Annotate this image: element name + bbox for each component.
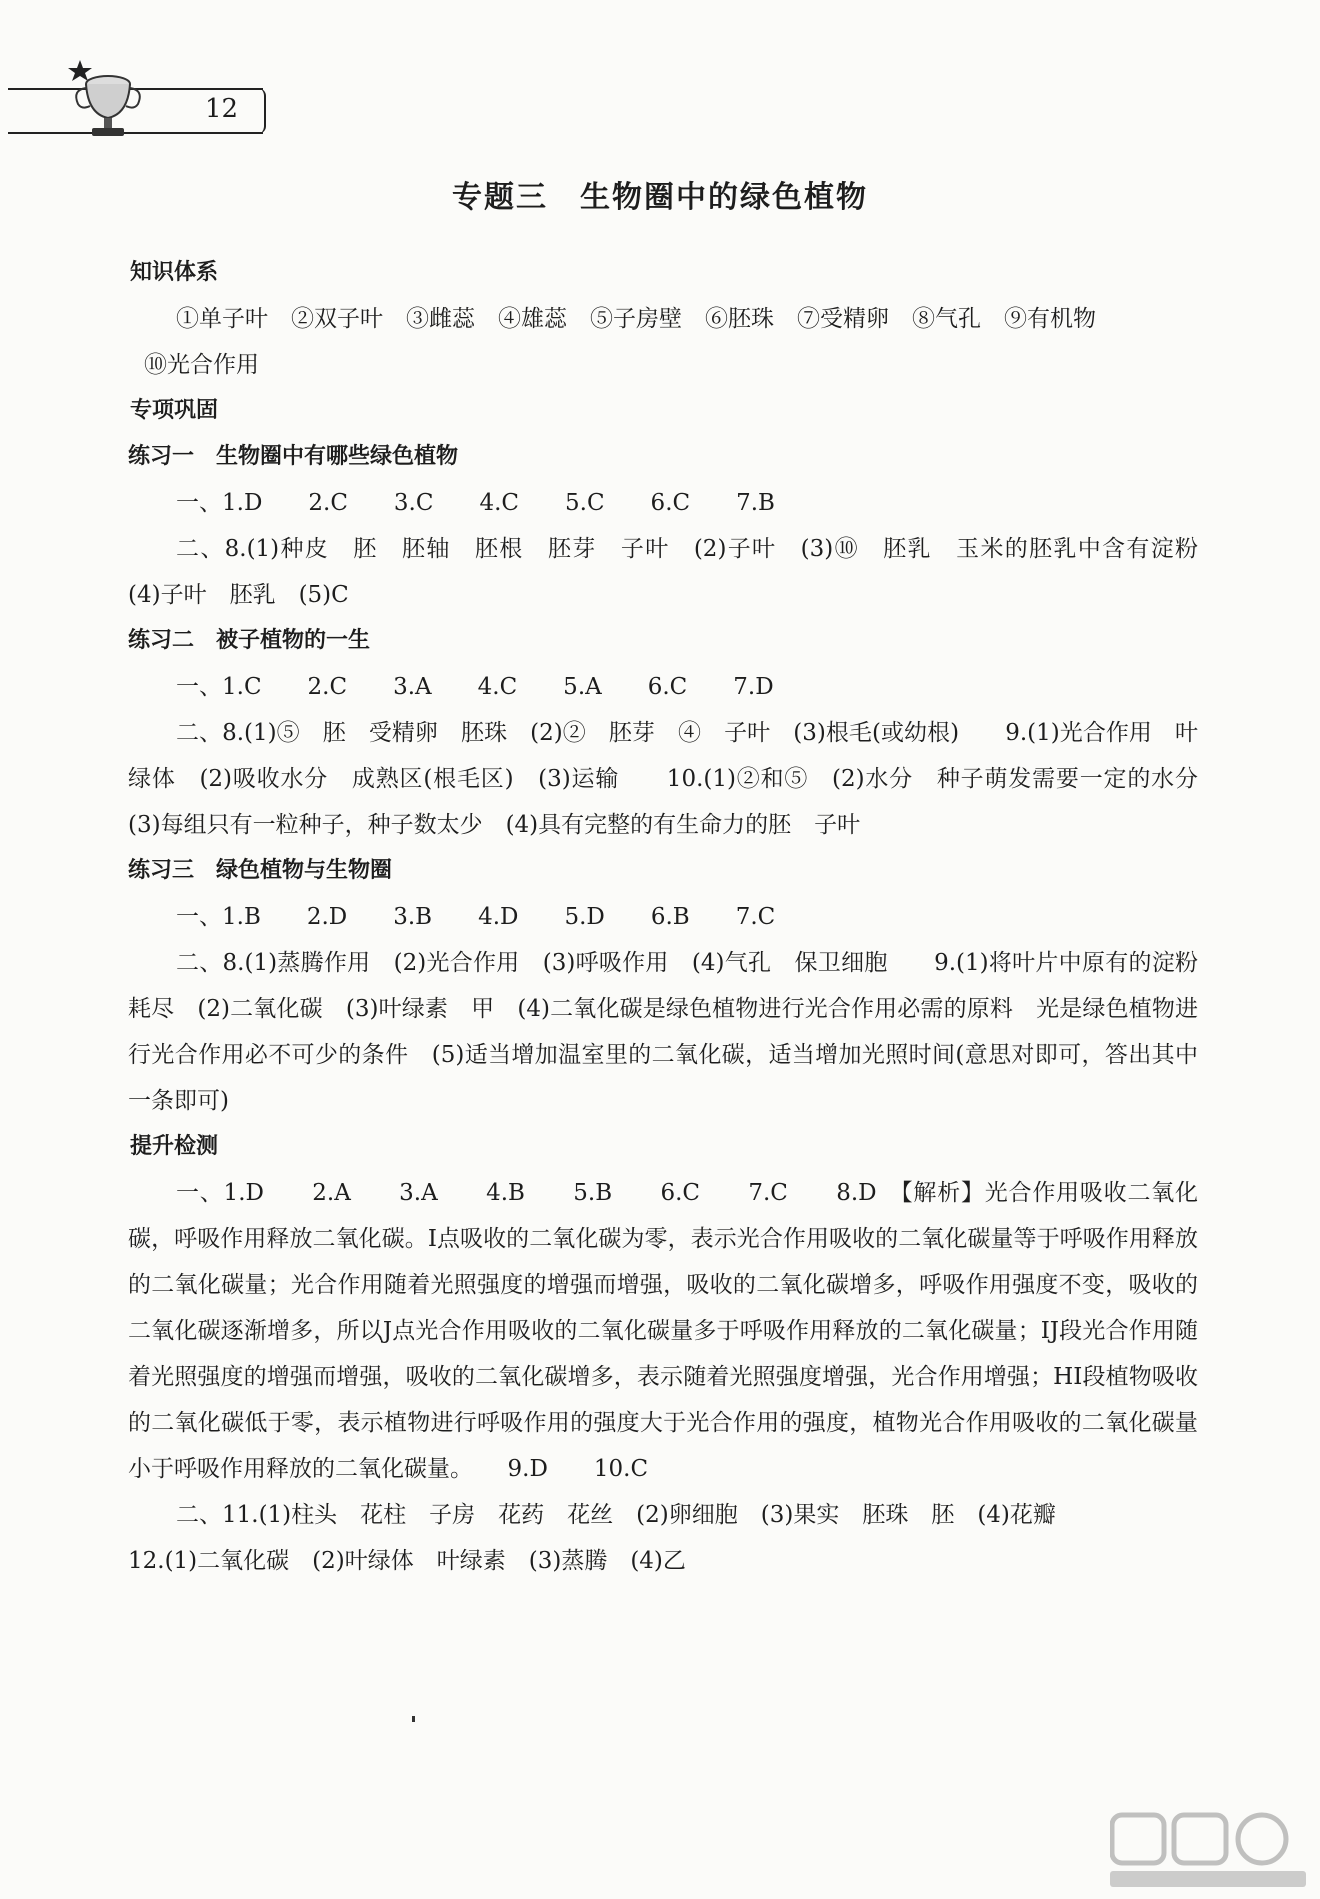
- page-number: 12: [205, 94, 239, 124]
- exercise-2-choice: 一、1.C 2.C 3.A 4.C 5.A 6.C 7.D: [176, 674, 774, 700]
- exercise-1-title: 练习一 生物圈中有哪些绿色植物: [128, 444, 459, 469]
- header-tab: [258, 88, 266, 134]
- trophy-icon: [62, 54, 142, 144]
- knowledge-line-1: ①单子叶 ②双子叶 ③雌蕊 ④雄蕊 ⑤子房壁 ⑥胚珠 ⑦受精卵 ⑧气孔 ⑨有机物: [176, 306, 1096, 332]
- exercise-3-title: 练习三 绿色植物与生物圈: [128, 858, 393, 883]
- exercise-3-choice: 一、1.B 2.D 3.B 4.D 5.D 6.B 7.C: [176, 904, 776, 930]
- page-content: [128, 250, 1221, 1584]
- upgrade-answer: 二、11.(1)柱头 花柱 子房 花药 花丝 (2)卵细胞 (3)果实 胚珠 胚 (4)花瓣: [176, 1502, 1056, 1528]
- page-title: 专题三 生物圈中的绿色植物: [452, 180, 868, 215]
- scan-speck: [412, 1716, 415, 1722]
- upgrade-answer-2: 12.(1)二氧化碳 (2)叶绿体 叶绿素 (3)蒸腾 (4)乙: [128, 1548, 686, 1574]
- exercise-1-answer: 二、8.(1)种皮 胚 胚轴 胚根 胚芽 子叶 (2)子叶 (3)⑩ 胚乳 玉米的胚乳中含有淀粉 (4)子叶 胚乳 (5)C: [128, 536, 1221, 608]
- section-label-upgrade: 提升检测: [130, 1134, 219, 1159]
- watermark-logo-icon: [1110, 1811, 1306, 1889]
- exercise-2-title: 练习二 被子植物的一生: [128, 628, 371, 653]
- exercise-3-answer: 二、8.(1)蒸腾作用 (2)光合作用 (3)呼吸作用 (4)气孔 保卫细胞 9.(1)将叶片中原有的淀粉耗尽 (2)二氧化碳 (3)叶绿素 甲 (4)二氧化碳是绿色植物进行光合作用必需的原料 光是绿色植物进行光合作用必不可少的条件 (5)适当增加温室里的二氧化碳，适当增加光照时间(意思对即可，答出其中一条即可): [128, 950, 1198, 1114]
- section-label-knowledge: 知识体系: [130, 260, 219, 285]
- knowledge-line-2: ⑩光合作用: [144, 352, 259, 378]
- section-label-special: 专项巩固: [130, 398, 219, 423]
- exercise-1-choice: 一、1.D 2.C 3.C 4.C 5.C 6.C 7.B: [176, 490, 775, 516]
- page-header: [0, 50, 270, 140]
- exercise-2-answer: 二、8.(1)⑤ 胚 受精卵 胚珠 (2)② 胚芽 ④ 子叶 (3)根毛(或幼根) 9.(1)光合作用 叶绿体 (2)吸收水分 成熟区(根毛区) (3)运输 10.(1)②和⑤ (2)水分 种子萌发需要一定的水分 (3)每组只有一粒种子，种子数太少 (4)具有完整的有生命力的胚 子叶: [128, 720, 1221, 838]
- upgrade-choice-paragraph: 一、1.D 2.A 3.A 4.B 5.B 6.C 7.C 8.D 【解析】光合作用吸收二氧化碳，呼吸作用释放二氧化碳。I点吸收的二氧化碳为零，表示光合作用吸收的二氧化碳量等于呼吸作用释放的二氧化碳量；光合作用随着光照强度的增强而增强，吸收的二氧化碳增多，呼吸作用强度不变，吸收的二氧化碳逐渐增多，所以J点光合作用吸收的二氧化碳量多于呼吸作用释放的二氧化碳量；IJ段光合作用随着光照强度的增强而增强，吸收的二氧化碳增多，表示随着光照强度增强，光合作用增强；HI段植物吸收的二氧化碳低于零，表示植物进行呼吸作用的强度大于光合作用的强度，植物光合作用吸收的二氧化碳量小于呼吸作用释放的二氧化碳量。 9.D 10.C: [128, 1180, 1198, 1482]
